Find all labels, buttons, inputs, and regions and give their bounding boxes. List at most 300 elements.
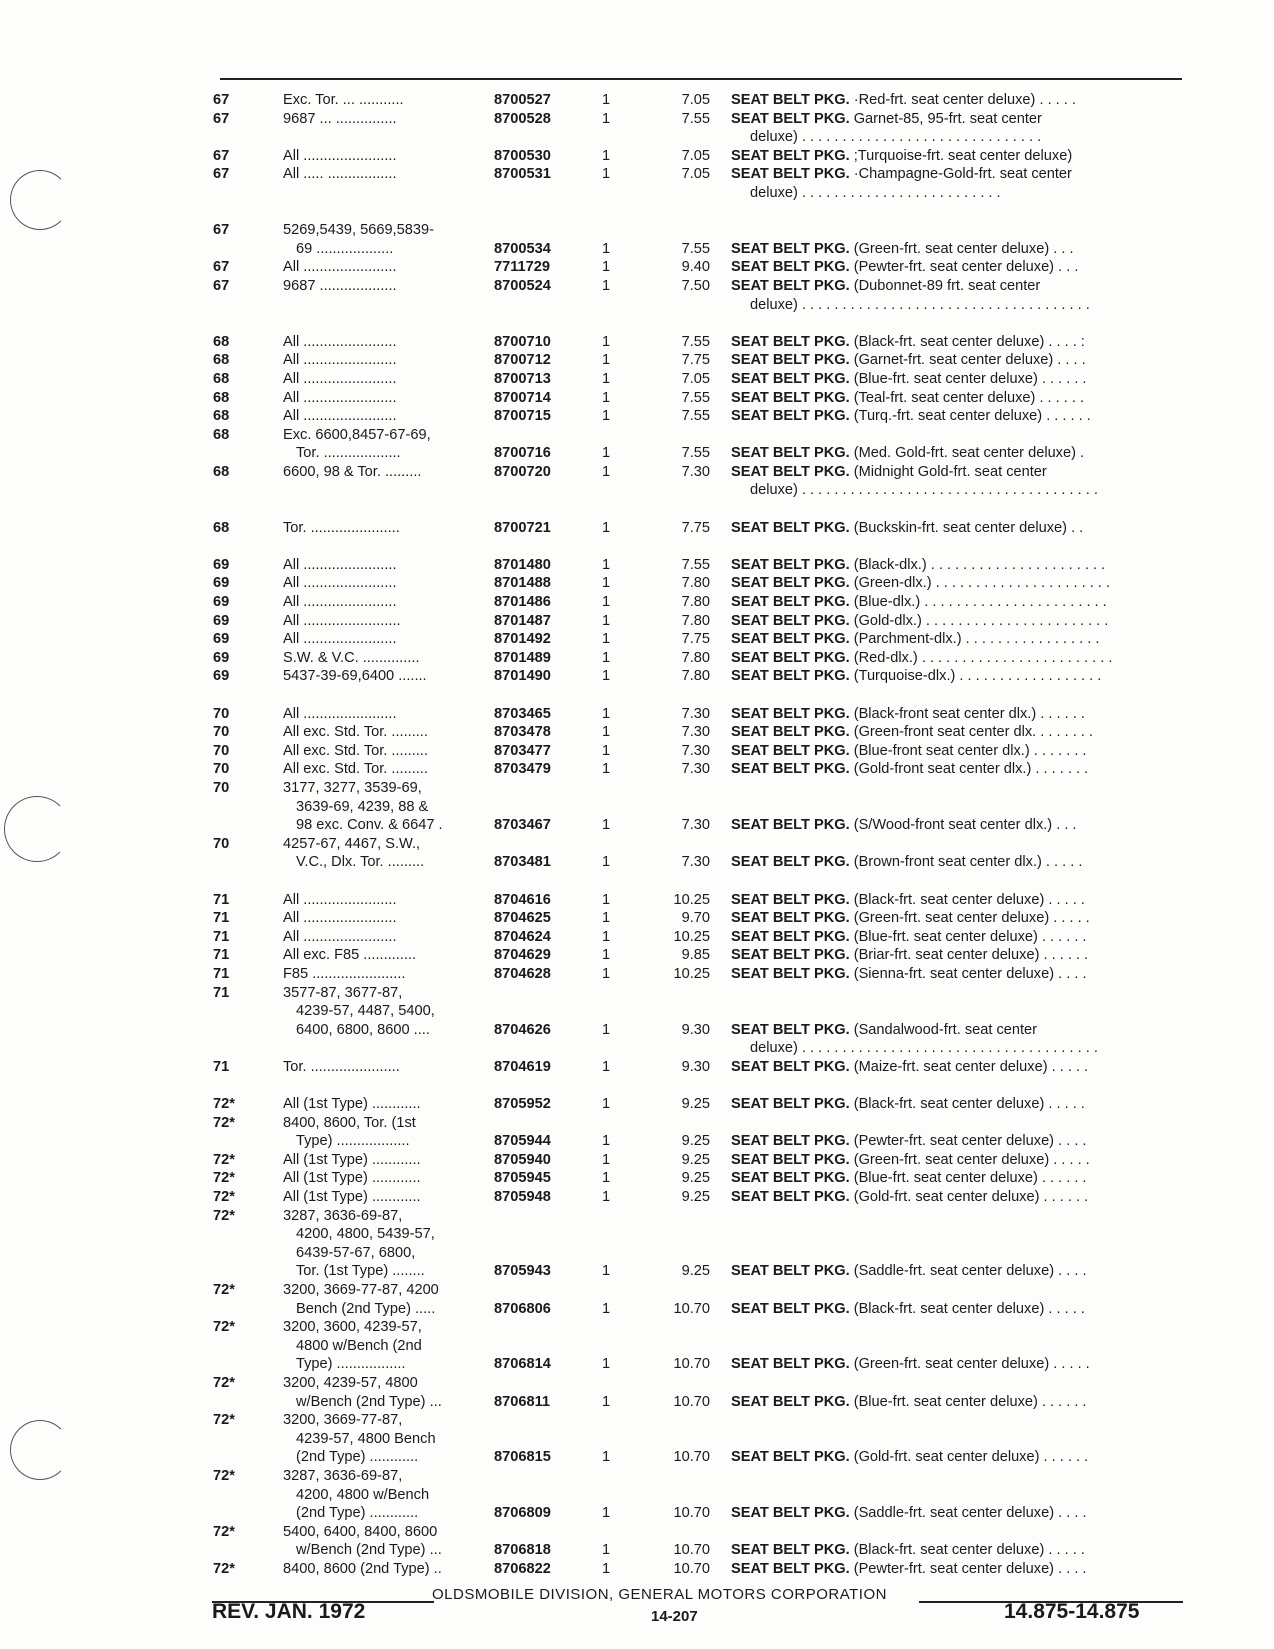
parts-row: [0, 1188, 1274, 1207]
description-detail: (Gold-dlx.) . . . . . . . . . . . . . . . . . . . . . . .: [849, 612, 1109, 629]
description-detail: (Dubonnet-89 frt. seat center: [849, 277, 1041, 294]
description-detail: (Maize-frt. seat center deluxe) . . . . .: [849, 1058, 1089, 1075]
part-number-cell: 8703477: [494, 742, 551, 759]
parts-row: [0, 221, 1274, 240]
description-detail: (Green-frt. seat center deluxe) . . .: [849, 240, 1074, 257]
parts-row: [0, 91, 1274, 110]
year-cell: 71: [213, 984, 230, 1001]
model-cell-continued: Tor. ...................: [296, 445, 401, 462]
year-cell: 71: [213, 910, 230, 927]
year-cell: 68: [213, 352, 230, 369]
description-title: SEAT BELT PKG.: [731, 910, 850, 927]
quantity-cell: 1: [602, 370, 611, 387]
description-detail: ·Champagne-Gold-frt. seat center: [849, 166, 1072, 183]
model-cell: 3287, 3636-69-87,: [283, 1207, 403, 1224]
description-title: SEAT BELT PKG.: [731, 352, 850, 369]
parts-row: [0, 1169, 1274, 1188]
model-cell: All .......................: [283, 575, 397, 592]
parts-row: [0, 1374, 1274, 1393]
description-detail: (Blue-dlx.) . . . . . . . . . . . . . . . . . . . . . . .: [849, 594, 1107, 611]
year-cell: 67: [213, 166, 230, 183]
year-cell: 72*: [213, 1189, 235, 1206]
part-number-cell: 8705944: [494, 1133, 551, 1150]
model-cell: Exc. Tor. ... ...........: [283, 92, 404, 108]
part-number-cell: 8700715: [494, 408, 551, 425]
price-cell: 7.30: [681, 724, 710, 741]
parts-row: [0, 1225, 1274, 1244]
model-cell-continued: 4800 w/Bench (2nd: [296, 1337, 422, 1354]
description-cell: [731, 444, 1168, 463]
quantity-cell: 1: [602, 854, 611, 871]
model-cell-continued: 4200, 4800 w/Bench: [296, 1486, 430, 1503]
description-title: SEAT BELT PKG.: [731, 240, 850, 257]
parts-row: [0, 1467, 1274, 1486]
quantity-cell: 1: [602, 389, 611, 406]
description-detail: (Pewter-frt. seat center deluxe) . . . .: [849, 1133, 1087, 1150]
price-cell: 9.25: [681, 1096, 710, 1113]
description-title: SEAT BELT PKG.: [731, 408, 850, 425]
parts-list: [0, 91, 1274, 1579]
model-cell: All .......................: [283, 928, 397, 945]
description-detail: (Sienna-frt. seat center deluxe) . . . .: [849, 965, 1087, 982]
description-cell: [731, 91, 1168, 110]
description-cell: [731, 1541, 1168, 1560]
description-cell: [731, 1560, 1168, 1579]
description-title: SEAT BELT PKG.: [731, 1300, 850, 1317]
model-cell: Tor. ......................: [283, 1058, 400, 1075]
description-title: SEAT BELT PKG.: [731, 761, 850, 778]
year-cell: 68: [213, 333, 230, 350]
description-title: SEAT BELT PKG.: [731, 575, 850, 592]
description-title: SEAT BELT PKG.: [731, 259, 850, 276]
parts-row: [0, 258, 1274, 277]
model-cell-continued: 4239-57, 4487, 5400,: [296, 1003, 435, 1020]
year-cell: 68: [213, 463, 230, 480]
parts-row: [0, 128, 1274, 147]
part-number-cell: 8706822: [494, 1560, 551, 1577]
quantity-cell: 1: [602, 1542, 611, 1559]
model-cell: All (1st Type) ............: [283, 1096, 421, 1113]
description-detail: (Gold-frt. seat center deluxe) . . . . . .: [849, 1189, 1089, 1206]
price-cell: 7.05: [681, 147, 710, 164]
model-cell: All (1st Type) ............: [283, 1189, 421, 1206]
quantity-cell: 1: [602, 742, 611, 759]
price-cell: 10.70: [673, 1505, 710, 1522]
description-title: SEAT BELT PKG.: [731, 445, 850, 462]
price-cell: 7.30: [681, 854, 710, 871]
description-title: SEAT BELT PKG.: [731, 891, 850, 908]
description-detail: Garnet-85, 95-frt. seat center: [849, 110, 1042, 127]
quantity-cell: 1: [602, 705, 611, 722]
description-cell: [731, 760, 1168, 779]
year-cell: 72*: [213, 1523, 235, 1540]
price-cell: 7.80: [681, 575, 710, 592]
part-number-cell: 8703467: [494, 817, 551, 834]
description-cell: [731, 333, 1168, 352]
header-rule: [220, 78, 1182, 80]
model-cell: 4257-67, 4467, S.W.,: [283, 835, 421, 852]
quantity-cell: 1: [602, 891, 611, 908]
parts-row: [0, 110, 1274, 129]
parts-row: [0, 816, 1274, 835]
model-cell: All (1st Type) ............: [283, 1170, 421, 1187]
description-cell: [731, 612, 1168, 631]
description-cell: [731, 1393, 1168, 1412]
description-title: SEAT BELT PKG.: [731, 1058, 850, 1075]
price-cell: 10.70: [673, 1393, 710, 1410]
part-number-cell: 8704629: [494, 947, 551, 964]
quantity-cell: 1: [602, 612, 611, 629]
year-cell: 68: [213, 408, 230, 425]
year-cell: 67: [213, 222, 230, 239]
quantity-cell: 1: [602, 947, 611, 964]
model-cell-continued: Type) ..................: [296, 1133, 410, 1150]
description-cell: [731, 1151, 1168, 1170]
year-cell: 69: [213, 612, 230, 629]
model-cell: 3200, 3669-77-87, 4200: [283, 1282, 439, 1298]
parts-row: [0, 779, 1274, 798]
description-title: SEAT BELT PKG.: [731, 612, 850, 629]
model-cell: All .......................: [283, 408, 397, 425]
price-cell: 10.70: [673, 1300, 710, 1317]
quantity-cell: 1: [602, 147, 611, 164]
part-number-cell: 8701492: [494, 631, 551, 648]
parts-row: [0, 1318, 1274, 1337]
parts-row: [0, 1151, 1274, 1170]
part-number-cell: 8703479: [494, 761, 551, 778]
parts-row: [0, 1262, 1274, 1281]
description-cell: [731, 389, 1168, 408]
model-cell: 5437-39-69,6400 .......: [283, 668, 427, 685]
part-number-cell: 8700712: [494, 352, 551, 369]
description-detail: (Garnet-frt. seat center deluxe) . . . .: [849, 352, 1086, 369]
description-detail: (Black-front seat center dlx.) . . . . . .: [849, 705, 1085, 722]
description-detail: (Black-frt. seat center deluxe) . . . . :: [849, 333, 1085, 350]
model-cell: All .......................: [283, 147, 397, 164]
description-detail: (Turq.-frt. seat center deluxe) . . . . . .: [849, 408, 1091, 425]
part-number-cell: 8703478: [494, 724, 551, 741]
description-detail: (Black-frt. seat center deluxe) . . . . .: [849, 1096, 1085, 1113]
description-continued: deluxe) . . . . . . . . . . . . . . . . . . . . . . . . . . . . . . . . . . . .: [750, 296, 1090, 313]
parts-row: [0, 649, 1274, 668]
part-number-cell: 8706814: [494, 1356, 551, 1373]
description-cell: [731, 909, 1168, 928]
description-cell: [731, 463, 1168, 482]
quantity-cell: 1: [602, 1393, 611, 1410]
quantity-cell: 1: [602, 928, 611, 945]
description-title: SEAT BELT PKG.: [731, 854, 850, 871]
part-number-cell: 8704626: [494, 1021, 551, 1038]
year-cell: 71: [213, 1058, 230, 1075]
description-cell: [731, 630, 1168, 649]
year-cell: 70: [213, 724, 230, 741]
model-cell: 8400, 8600, Tor. (1st: [283, 1114, 416, 1131]
quantity-cell: 1: [602, 166, 611, 183]
part-number-cell: 8706815: [494, 1449, 551, 1466]
description-cell: [731, 1504, 1168, 1523]
parts-row: [0, 184, 1274, 203]
price-cell: 7.55: [681, 110, 710, 127]
model-cell-continued: 4200, 4800, 5439-57,: [296, 1226, 435, 1243]
model-cell: All .......................: [283, 352, 397, 369]
parts-row: [0, 965, 1274, 984]
part-number-cell: 8705945: [494, 1170, 551, 1187]
description-cell: [731, 649, 1168, 668]
quantity-cell: 1: [602, 333, 611, 350]
year-cell: 68: [213, 426, 230, 443]
quantity-cell: 1: [602, 1263, 611, 1280]
description-title: SEAT BELT PKG.: [731, 817, 850, 834]
year-cell: 72*: [213, 1467, 235, 1484]
model-cell-continued: Bench (2nd Type) .....: [296, 1300, 436, 1317]
description-detail: (Pewter-frt. seat center deluxe) . . .: [849, 259, 1079, 276]
price-cell: 9.25: [681, 1263, 710, 1280]
description-title: SEAT BELT PKG.: [731, 166, 850, 183]
description-detail: (Brown-front seat center dlx.) . . . . .: [849, 854, 1083, 871]
description-detail: (Gold-frt. seat center deluxe) . . . . . .: [849, 1449, 1089, 1466]
description-cell: [731, 853, 1168, 872]
model-cell: All (1st Type) ............: [283, 1151, 421, 1168]
description-cell: [731, 519, 1168, 538]
part-number-cell: 8700524: [494, 277, 551, 294]
quantity-cell: 1: [602, 463, 611, 480]
model-cell-continued: 69 ...................: [296, 240, 394, 257]
year-cell: 69: [213, 594, 230, 611]
parts-row: [0, 1486, 1274, 1505]
description-detail: (Blue-front seat center dlx.) . . . . . . .: [849, 742, 1087, 759]
parts-row: [0, 240, 1274, 259]
price-cell: 7.55: [681, 445, 710, 462]
part-number-cell: 8700534: [494, 240, 551, 257]
model-cell: All .......................: [283, 389, 397, 406]
price-cell: 9.25: [681, 1133, 710, 1150]
year-cell: 71: [213, 965, 230, 982]
description-cell: [731, 1095, 1168, 1114]
description-cell: [731, 407, 1168, 426]
description-detail: (Gold-front seat center dlx.) . . . . . . .: [849, 761, 1089, 778]
description-continued: deluxe) . . . . . . . . . . . . . . . . . . . . . . . . . . . . . . . . . . . . .: [750, 482, 1098, 499]
parts-row: [0, 1300, 1274, 1319]
description-title: SEAT BELT PKG.: [731, 556, 850, 573]
description-detail: (Black-frt. seat center deluxe) . . . . .: [849, 1300, 1085, 1317]
parts-row: [0, 519, 1274, 538]
part-number-cell: 8701488: [494, 575, 551, 592]
page-number: 14-207: [651, 1608, 698, 1625]
parts-row: [0, 1337, 1274, 1356]
model-cell: All .......................: [283, 370, 397, 387]
description-detail: (Parchment-dlx.) . . . . . . . . . . . . . . . . .: [849, 631, 1100, 648]
year-cell: 70: [213, 779, 230, 796]
part-number-cell: 8701487: [494, 612, 551, 629]
part-number-cell: 8700530: [494, 147, 551, 164]
year-cell: 72*: [213, 1151, 235, 1168]
price-cell: 10.70: [673, 1356, 710, 1373]
parts-row: [0, 444, 1274, 463]
parts-row: [0, 1355, 1274, 1374]
description-detail: (S/Wood-front seat center dlx.) . . .: [849, 817, 1077, 834]
part-number-cell: 8703465: [494, 705, 551, 722]
parts-row: [0, 351, 1274, 370]
price-cell: 7.55: [681, 389, 710, 406]
description-detail: (Buckskin-frt. seat center deluxe) . .: [849, 519, 1084, 536]
year-cell: 67: [213, 259, 230, 276]
year-cell: 70: [213, 742, 230, 759]
price-cell: 7.80: [681, 612, 710, 629]
description-title: SEAT BELT PKG.: [731, 519, 850, 536]
description-detail: ·Red-frt. seat center deluxe) . . . . .: [849, 92, 1076, 108]
price-cell: 9.25: [681, 1151, 710, 1168]
description-cell: [731, 574, 1168, 593]
description-detail: (Green-frt. seat center deluxe) . . . . .: [849, 910, 1090, 927]
description-cell: [731, 277, 1168, 296]
parts-row: [0, 1430, 1274, 1449]
quantity-cell: 1: [602, 1300, 611, 1317]
model-cell: Tor. ......................: [283, 519, 400, 536]
price-cell: 7.55: [681, 240, 710, 257]
parts-row: [0, 1058, 1274, 1077]
quantity-cell: 1: [602, 352, 611, 369]
part-number-cell: 8700721: [494, 519, 551, 536]
quantity-cell: 1: [602, 92, 611, 108]
year-cell: 72*: [213, 1374, 235, 1391]
model-cell: 3200, 3669-77-87,: [283, 1412, 403, 1429]
description-cell: [731, 1188, 1168, 1207]
description-title: SEAT BELT PKG.: [731, 277, 850, 294]
description-cell: [731, 370, 1168, 389]
quantity-cell: 1: [602, 817, 611, 834]
description-title: SEAT BELT PKG.: [731, 1021, 850, 1038]
description-detail: (Turquoise-dlx.) . . . . . . . . . . . . . . . . . .: [849, 668, 1102, 685]
description-title: SEAT BELT PKG.: [731, 947, 850, 964]
model-cell-continued: 3639-69, 4239, 88 &: [296, 798, 429, 815]
model-cell-continued: 98 exc. Conv. & 6647 .: [296, 817, 443, 834]
description-title: SEAT BELT PKG.: [731, 1542, 850, 1559]
description-title: SEAT BELT PKG.: [731, 1263, 850, 1280]
price-cell: 10.70: [673, 1560, 710, 1577]
year-cell: 71: [213, 891, 230, 908]
year-cell: 67: [213, 277, 230, 294]
description-cell: [731, 1132, 1168, 1151]
description-cell: [731, 1300, 1168, 1319]
part-number-cell: 8700527: [494, 92, 551, 108]
price-cell: 9.25: [681, 1189, 710, 1206]
model-cell: S.W. & V.C. ..............: [283, 649, 420, 666]
year-cell: 72*: [213, 1412, 235, 1429]
price-cell: 9.85: [681, 947, 710, 964]
year-cell: 69: [213, 556, 230, 573]
parts-row: [0, 1411, 1274, 1430]
year-cell: 72*: [213, 1282, 235, 1298]
parts-row: [0, 1207, 1274, 1226]
description-continued: deluxe) . . . . . . . . . . . . . . . . . . . . . . . . . . . . . . . . . . . . .: [750, 1040, 1098, 1057]
model-cell: 3177, 3277, 3539-69,: [283, 779, 422, 796]
description-detail: (Black-frt. seat center deluxe) . . . . .: [849, 891, 1085, 908]
parts-row: [0, 1021, 1274, 1040]
part-number-cell: 8701480: [494, 556, 551, 573]
description-cell: [731, 928, 1168, 947]
model-cell: 3577-87, 3677-87,: [283, 984, 403, 1001]
description-detail: (Green-frt. seat center deluxe) . . . . .: [849, 1151, 1090, 1168]
model-cell-continued: 6439-57-67, 6800,: [296, 1244, 416, 1261]
year-cell: 68: [213, 519, 230, 536]
part-number-cell: 8704624: [494, 928, 551, 945]
parts-row: [0, 463, 1274, 482]
description-title: SEAT BELT PKG.: [731, 333, 850, 350]
description-title: SEAT BELT PKG.: [731, 965, 850, 982]
year-cell: 70: [213, 705, 230, 722]
part-number-cell: 8706818: [494, 1542, 551, 1559]
price-cell: 7.55: [681, 556, 710, 573]
description-cell: [731, 240, 1168, 259]
quantity-cell: 1: [602, 1133, 611, 1150]
description-detail: (Green-frt. seat center deluxe) . . . . .: [849, 1356, 1090, 1373]
description-detail: (Black-frt. seat center deluxe) . . . . .: [849, 1542, 1085, 1559]
year-cell: 67: [213, 110, 230, 127]
year-cell: 72*: [213, 1319, 235, 1336]
description-title: SEAT BELT PKG.: [731, 1133, 850, 1150]
part-number-cell: 8704619: [494, 1058, 551, 1075]
quantity-cell: 1: [602, 594, 611, 611]
year-cell: 68: [213, 370, 230, 387]
year-cell: 72*: [213, 1560, 235, 1577]
model-cell: F85 .......................: [283, 965, 406, 982]
price-cell: 7.75: [681, 519, 710, 536]
description-title: SEAT BELT PKG.: [731, 389, 850, 406]
price-cell: 7.30: [681, 742, 710, 759]
description-title: SEAT BELT PKG.: [731, 1096, 850, 1113]
parts-row: [0, 909, 1274, 928]
quantity-cell: 1: [602, 575, 611, 592]
quantity-cell: 1: [602, 668, 611, 685]
description-detail: (Blue-frt. seat center deluxe) . . . . . .: [849, 1393, 1087, 1410]
parts-row: [0, 1002, 1274, 1021]
description-title: SEAT BELT PKG.: [731, 92, 850, 108]
quantity-cell: 1: [602, 110, 611, 127]
quantity-cell: 1: [602, 445, 611, 462]
price-cell: 9.30: [681, 1058, 710, 1075]
parts-row: [0, 946, 1274, 965]
description-title: SEAT BELT PKG.: [731, 668, 850, 685]
quantity-cell: 1: [602, 910, 611, 927]
revision-date: REV. JAN. 1972: [212, 1600, 366, 1623]
parts-row: [0, 928, 1274, 947]
part-number-cell: 8704625: [494, 910, 551, 927]
description-detail: (Briar-frt. seat center deluxe) . . . . . .: [849, 947, 1089, 964]
price-cell: 10.70: [673, 1449, 710, 1466]
parts-row: [0, 389, 1274, 408]
parts-row: [0, 630, 1274, 649]
model-cell-continued: Type) .................: [296, 1356, 406, 1373]
parts-row: [0, 1095, 1274, 1114]
quantity-cell: 1: [602, 631, 611, 648]
parts-row: [0, 835, 1274, 854]
part-number-cell: 8705943: [494, 1263, 551, 1280]
parts-row: [0, 1114, 1274, 1133]
model-cell: 9687 ...................: [283, 277, 397, 294]
parts-row: [0, 481, 1274, 500]
part-number-cell: 8700531: [494, 166, 551, 183]
part-number-cell: 8701489: [494, 649, 551, 666]
description-cell: [731, 946, 1168, 965]
description-cell: [731, 723, 1168, 742]
part-number-cell: 8706806: [494, 1300, 551, 1317]
quantity-cell: 1: [602, 1449, 611, 1466]
model-cell: All exc. F85 .............: [283, 947, 417, 964]
quantity-cell: 1: [602, 1560, 611, 1577]
model-cell: All .......................: [283, 910, 397, 927]
parts-row: [0, 705, 1274, 724]
part-number-cell: 8700720: [494, 463, 551, 480]
